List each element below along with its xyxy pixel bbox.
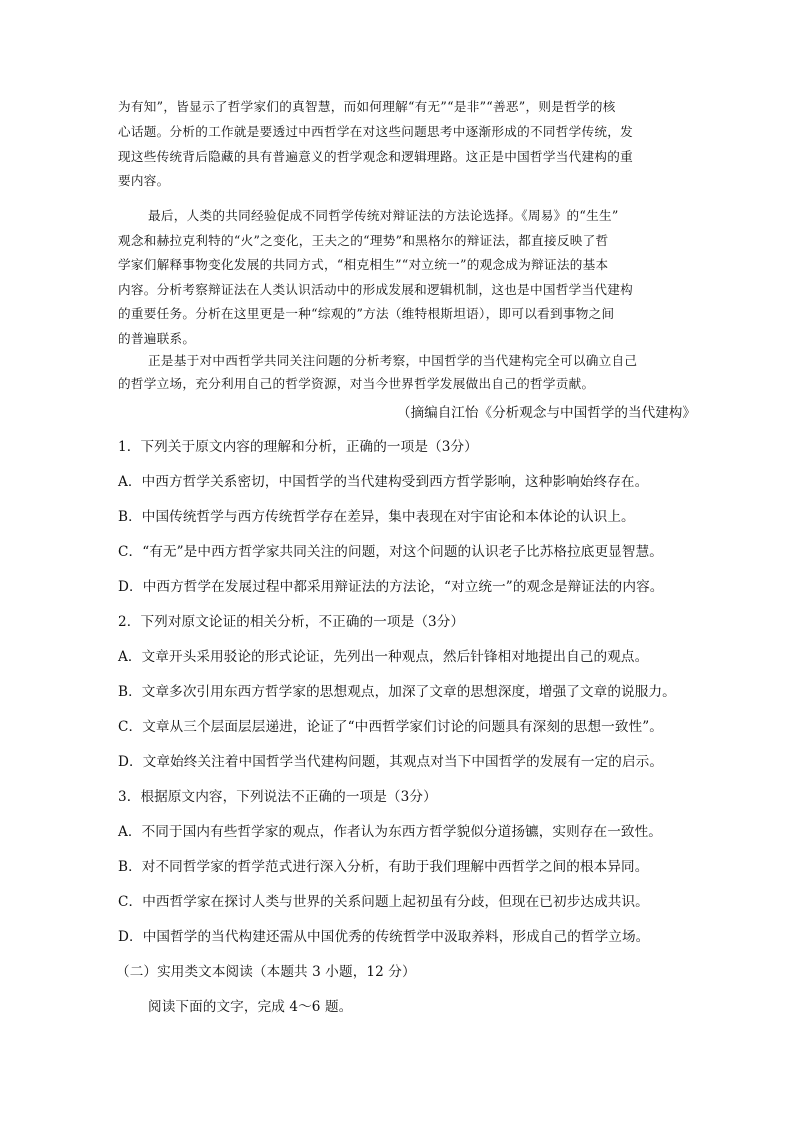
paragraph-line: 现这些传统背后隐藏的具有普遍意义的哲学观念和逻辑理路。这正是中国哲学当代建构的重 (118, 149, 633, 164)
answer-option: A．中西方哲学关系密切，中国哲学的当代建构受到西方哲学影响，这种影响始终存在。 (118, 474, 649, 490)
answer-option: D．文章始终关注着中国哲学当代建构问题，其观点对当下中国哲学的发展有一定的启示。 (118, 754, 664, 770)
section-heading: （二）实用类文本阅读（本题共 3 小题，12 分） (116, 964, 416, 980)
paragraph-line: 正是基于对中西哲学共同关注问题的分析考察，中国哲学的当代建构完全可以确立自己 (148, 353, 638, 368)
answer-option: B．文章多次引用东西方哲学家的思想观点，加深了文章的思想深度，增强了文章的说服力。 (118, 684, 676, 700)
answer-option: A．不同于国内有些哲学家的观点，作者认为东西方哲学貌似分道扬镳，实则存在一致性。 (118, 824, 662, 840)
question-stem: 3．根据原文内容，下列说法不正确的一项是（3分） (118, 789, 437, 805)
answer-option: B．对不同哲学家的哲学范式进行深入分析，有助于我们理解中西哲学之间的根本异同。 (118, 859, 649, 875)
paragraph-line: 要内容。 (118, 173, 170, 188)
question-stem: 1．下列关于原文内容的理解和分析，正确的一项是（3分） (118, 439, 478, 455)
section-instruction: 阅读下面的文字，完成 4～6 题。 (148, 999, 353, 1015)
source-citation: （摘编自江怡《分析观念与中国哲学的当代建构》 (396, 405, 696, 421)
paragraph-line: 心话题。分析的工作就是要透过中西哲学在对这些问题思考中逐渐形成的不同哲学传统，发 (118, 124, 633, 139)
answer-option: C．中西哲学家在探讨人类与世界的关系问题上起初虽有分歧，但现在已初步达成共识。 (118, 894, 649, 910)
paragraph-line: 内容。分析考察辩证法在人类认识活动中的形成发展和逻辑机制，这也是中国哲学当代建构 (118, 282, 633, 297)
paragraph-line: 最后，人类的共同经验促成不同哲学传统对辩证法的方法论选择。《周易》的“生生” (148, 208, 619, 223)
paragraph-line: 为有知”，皆显示了哲学家们的真智慧，而如何理解“有无”“是非”“善恶”，则是哲学的核 (118, 99, 616, 114)
paragraph-line: 学家们解释事物变化发展的共同方式，“相克相生”“对立统一”的观念成为辩证法的基本 (118, 257, 609, 272)
answer-option: D．中西方哲学在发展过程中都采用辩证法的方法论，“对立统一”的观念是辩证法的内容。 (118, 579, 664, 595)
answer-option: C．文章从三个层面层层递进，论证了“中西哲学家们讨论的问题具有深刻的思想一致性”。 (118, 719, 663, 735)
answer-option: A．文章开头采用驳论的形式论证，先列出一种观点，然后针锋相对地提出自己的观点。 (118, 649, 649, 665)
paragraph-line: 的哲学立场，充分利用自己的哲学资源，对当今世界哲学发展做出自己的哲学贡献。 (118, 376, 595, 391)
answer-option: D．中国哲学的当代构建还需从中国优秀的传统哲学中汲取养料，形成自己的哲学立场。 (118, 929, 650, 945)
paragraph-line: 的普遍联系。 (118, 331, 196, 346)
answer-option: C．“有无”是中西方哲学家共同关注的问题，对这个问题的认识老子比苏格拉底更显智慧。 (118, 544, 663, 560)
question-stem: 2．下列对原文论证的相关分析，不正确的一项是（3分） (118, 614, 465, 630)
paragraph-line: 的重要任务。分析在这里更是一种“综观的”方法（维特根斯坦语），即可以看到事物之间 (118, 306, 615, 321)
paragraph-line: 观念和赫拉克利特的“火”之变化，王夫之的“理势”和黑格尔的辩证法，都直接反映了哲 (118, 233, 609, 248)
answer-option: B．中国传统哲学与西方传统哲学存在差异，集中表现在对宇宙论和本体论的认识上。 (118, 509, 635, 525)
